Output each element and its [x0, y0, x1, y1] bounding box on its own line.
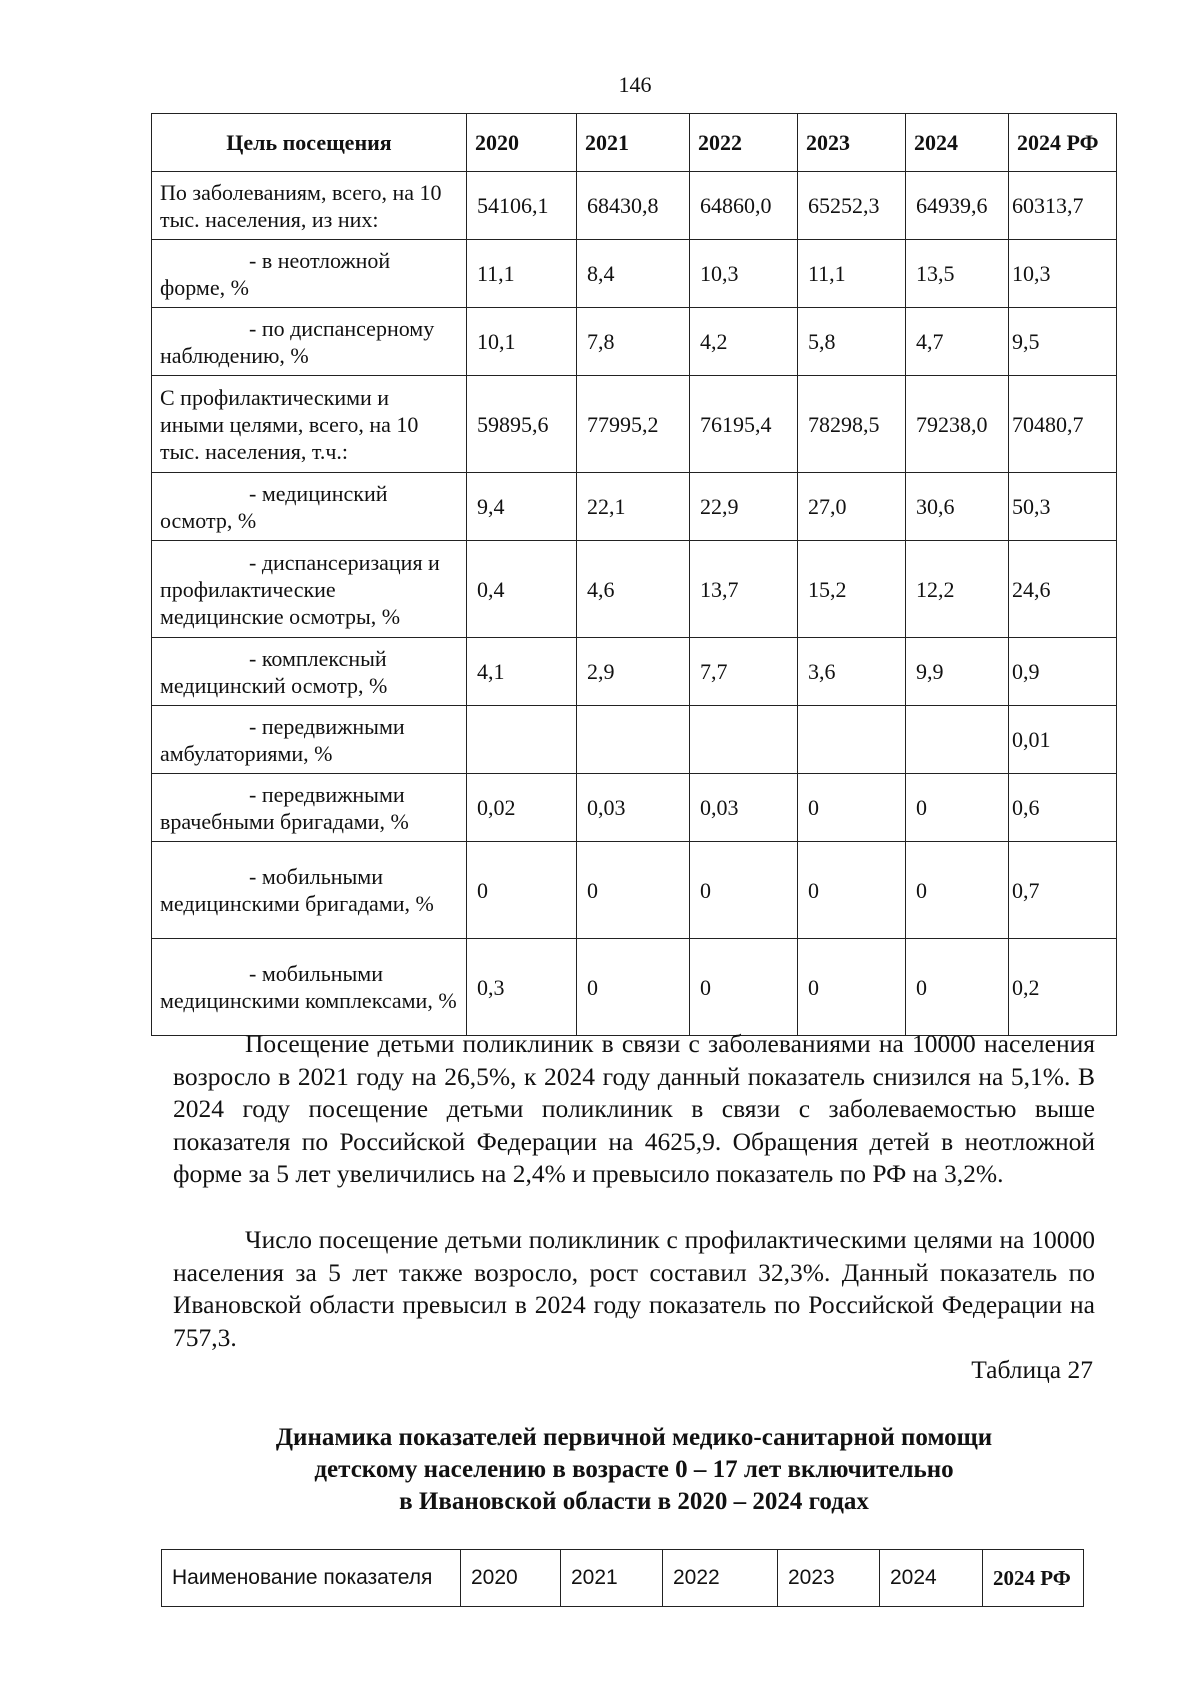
value-cell: 4,1 — [467, 638, 577, 706]
visit-purpose-table — [151, 113, 1117, 1036]
row-label-cell — [152, 172, 467, 240]
value-cell: 0,01 — [1009, 706, 1117, 774]
value-cell: 54106,1 — [467, 172, 577, 240]
header-cell-2023: 2023 — [798, 114, 906, 172]
value-cell: 0 — [577, 842, 690, 939]
value-cell: 59895,6 — [467, 376, 577, 473]
value-cell: 0,7 — [1009, 842, 1117, 939]
header-cell-2023: 2023 — [778, 1550, 880, 1607]
value-cell: 11,1 — [798, 240, 906, 308]
table-row — [152, 308, 1117, 376]
value-cell: 4,2 — [690, 308, 798, 376]
table-title-line: в Ивановской области в 2020 – 2024 годах — [399, 1488, 869, 1515]
value-cell: 0 — [798, 842, 906, 939]
value-cell: 0 — [577, 939, 690, 1036]
value-cell: 12,2 — [906, 541, 1009, 638]
row-label-cell — [152, 473, 467, 541]
paragraph-preventive-visits: Число посещение детьми поликлиник с профилактическими целями на 10000 населения за 5 лет также возросло, рост составил 32,3%. Данный показатель по Ивановской области превысил в 2024 году показатель по Российской Федерации на 757,3. — [173, 1225, 1095, 1352]
table-title-line: Динамика показателей первичной медико-санитарной помощи — [275, 1424, 993, 1451]
value-cell: 0 — [906, 842, 1009, 939]
value-cell: 78298,5 — [798, 376, 906, 473]
value-cell: 24,6 — [1009, 541, 1117, 638]
value-cell: 9,9 — [906, 638, 1009, 706]
value-cell: 68430,8 — [577, 172, 690, 240]
table-row — [152, 376, 1117, 473]
row-label: - мобильными медицинскими бригадами, % — [160, 864, 434, 916]
value-cell: 9,4 — [467, 473, 577, 541]
header-cell-2022: 2022 — [663, 1550, 778, 1607]
table-row — [152, 939, 1117, 1036]
row-label-cell — [152, 706, 467, 774]
value-cell: 76195,4 — [690, 376, 798, 473]
value-cell: 0,3 — [467, 939, 577, 1036]
value-cell: 4,7 — [906, 308, 1009, 376]
value-cell: 13,7 — [690, 541, 798, 638]
indicators-table-header — [161, 1549, 1084, 1607]
value-cell: 0,4 — [467, 541, 577, 638]
value-cell — [798, 706, 906, 774]
table-row — [152, 473, 1117, 541]
value-cell: 0,6 — [1009, 774, 1117, 842]
value-cell: 79238,0 — [906, 376, 1009, 473]
table-header-row — [162, 1550, 1084, 1607]
value-cell — [577, 706, 690, 774]
value-cell: 9,5 — [1009, 308, 1117, 376]
value-cell: 22,1 — [577, 473, 690, 541]
value-cell — [690, 706, 798, 774]
value-cell: 0 — [690, 842, 798, 939]
value-cell: 30,6 — [906, 473, 1009, 541]
value-cell: 0 — [906, 774, 1009, 842]
value-cell: 0,02 — [467, 774, 577, 842]
row-label-cell — [152, 541, 467, 638]
value-cell: 60313,7 — [1009, 172, 1117, 240]
value-cell: 64939,6 — [906, 172, 1009, 240]
value-cell: 0 — [467, 842, 577, 939]
header-cell-indicator: Наименование показателя — [162, 1550, 461, 1607]
row-label-cell — [152, 939, 467, 1036]
value-cell: 0,03 — [577, 774, 690, 842]
header-cell-2020: 2020 — [467, 114, 577, 172]
value-cell: 27,0 — [798, 473, 906, 541]
row-label: - диспансеризация и профилактические медицинские осмотры, % — [160, 549, 440, 629]
value-cell: 0 — [906, 939, 1009, 1036]
row-label-cell — [152, 376, 467, 473]
row-label: - по диспансерному наблюдению, % — [160, 315, 435, 368]
table-row — [152, 774, 1117, 842]
header-cell-2024: 2024 — [906, 114, 1009, 172]
value-cell: 13,5 — [906, 240, 1009, 308]
value-cell: 0 — [798, 774, 906, 842]
value-cell: 64860,0 — [690, 172, 798, 240]
value-cell: 70480,7 — [1009, 376, 1117, 473]
header-cell-2021: 2021 — [577, 114, 690, 172]
value-cell: 7,7 — [690, 638, 798, 706]
table-header-row — [152, 114, 1117, 172]
table-row — [152, 240, 1117, 308]
row-label-cell — [152, 774, 467, 842]
table-title — [173, 1422, 1095, 1518]
table-title-line: детскому населению в возрасте 0 – 17 лет включительно — [314, 1456, 954, 1483]
value-cell: 8,4 — [577, 240, 690, 308]
header-cell-2024: 2024 — [880, 1550, 983, 1607]
value-cell — [906, 706, 1009, 774]
value-cell: 11,1 — [467, 240, 577, 308]
table-row — [152, 842, 1117, 939]
value-cell: 0 — [798, 939, 906, 1036]
value-cell: 77995,2 — [577, 376, 690, 473]
value-cell: 2,9 — [577, 638, 690, 706]
value-cell: 5,8 — [798, 308, 906, 376]
row-label: - мобильными медицинскими комплексами, % — [160, 961, 457, 1013]
header-cell-2024-rf: 2024 РФ — [983, 1550, 1084, 1607]
value-cell: 50,3 — [1009, 473, 1117, 541]
value-cell: 15,2 — [798, 541, 906, 638]
value-cell: 0,9 — [1009, 638, 1117, 706]
row-label-cell — [152, 308, 467, 376]
page-number: 146 — [618, 72, 652, 97]
header-cell-2021: 2021 — [561, 1550, 663, 1607]
paragraph-disease-visits: Посещение детьми поликлиник в связи с заболеваниями на 10000 населения возросло в 2021 году на 26,5%, к 2024 году данный показатель снизился на 5,1%. В 2024 году посещение детьми поликлиник в связи с заболеваемостью выше показателя по Российской Федерации на 4625,9. Обращения детей в неотложной форме за 5 лет увеличились на 2,4% и превысило показатель по РФ на 3,2%. — [173, 1029, 1095, 1188]
row-label: - комплексный медицинский осмотр, % — [160, 645, 388, 698]
row-label-cell — [152, 638, 467, 706]
row-label: - медицинский осмотр, % — [160, 480, 388, 533]
value-cell: 10,1 — [467, 308, 577, 376]
table-label: Таблица 27 — [971, 1355, 1093, 1384]
value-cell: 0,2 — [1009, 939, 1117, 1036]
value-cell: 22,9 — [690, 473, 798, 541]
value-cell: 7,8 — [577, 308, 690, 376]
table-row — [152, 706, 1117, 774]
row-label: С профилактическими и иными целями, всего, на 10 тыс. населения, т.ч.: — [160, 384, 419, 464]
value-cell: 10,3 — [690, 240, 798, 308]
value-cell: 10,3 — [1009, 240, 1117, 308]
header-cell-2022: 2022 — [690, 114, 798, 172]
table-row — [152, 638, 1117, 706]
header-cell-purpose: Цель посещения — [152, 114, 467, 172]
table-row — [152, 541, 1117, 638]
value-cell: 4,6 — [577, 541, 690, 638]
value-cell: 0,03 — [690, 774, 798, 842]
table-row — [152, 172, 1117, 240]
value-cell: 65252,3 — [798, 172, 906, 240]
row-label: - передвижными врачебными бригадами, % — [160, 781, 409, 834]
row-label: - передвижными амбулаториями, % — [160, 713, 405, 766]
header-cell-2020: 2020 — [461, 1550, 561, 1607]
header-cell-2024-rf: 2024 РФ — [1009, 114, 1117, 172]
value-cell — [467, 706, 577, 774]
row-label-cell — [152, 240, 467, 308]
value-cell: 3,6 — [798, 638, 906, 706]
row-label-cell — [152, 842, 467, 939]
value-cell: 0 — [690, 939, 798, 1036]
row-label: По заболеваниям, всего, на 10 тыс. населения, из них: — [160, 179, 442, 232]
row-label: - в неотложной форме, % — [160, 247, 391, 300]
